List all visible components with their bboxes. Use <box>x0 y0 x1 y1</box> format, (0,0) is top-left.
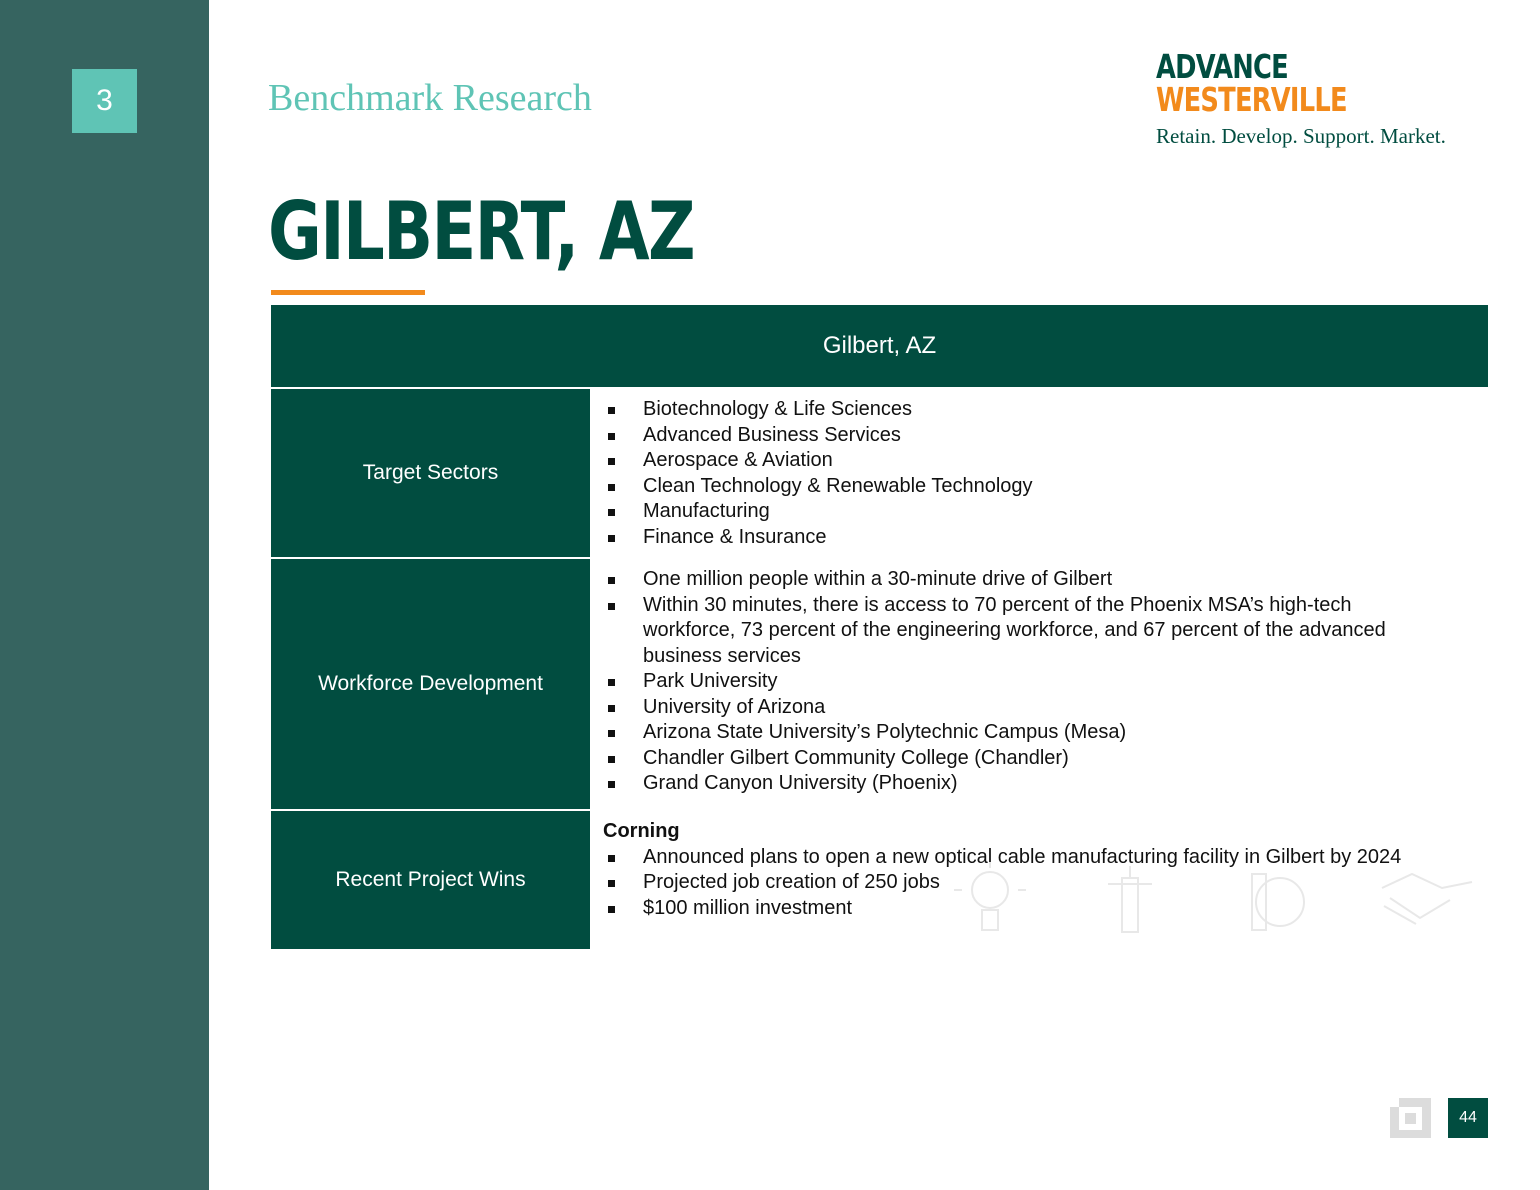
row-content <box>590 811 1488 949</box>
logo-tagline: Retain. Develop. Support. Market. <box>1156 124 1446 148</box>
list-item: Arizona State University’s Polytechnic Campus (Mesa) <box>598 720 1488 746</box>
sidebar <box>0 0 209 1190</box>
logo-line-1: ADVANCE <box>1156 47 1288 86</box>
list-item: Manufacturing <box>598 499 1488 525</box>
list-item: Clean Technology & Renewable Technology <box>598 474 1488 500</box>
table-row-target-sectors <box>271 387 1488 557</box>
list-item: University of Arizona <box>598 695 1488 721</box>
table-row-recent-project-wins <box>271 809 1488 949</box>
section-title: Benchmark Research <box>268 77 592 119</box>
list-item: $100 million investment <box>598 896 1488 922</box>
list-item: One million people within a 30-minute drive of Gilbert <box>598 567 1488 593</box>
organization-logo <box>1156 47 1401 119</box>
list-item: Advanced Business Services <box>598 423 1488 449</box>
row-content <box>590 389 1488 557</box>
list-item: Finance & Insurance <box>598 525 1488 551</box>
list-item: Aerospace & Aviation <box>598 448 1488 474</box>
bullet-list <box>598 397 1488 550</box>
list-item: Announced plans to open a new optical cable manufacturing facility in Gilbert by 2024 <box>598 845 1488 871</box>
footer-logo-icon <box>1390 1098 1431 1138</box>
row-content <box>590 559 1488 809</box>
bullet-list <box>598 567 1488 797</box>
project-company-name: Corning <box>603 820 680 842</box>
page-number: 44 <box>1448 1098 1488 1138</box>
table-row-workforce-development <box>271 557 1488 809</box>
list-item: Within 30 minutes, there is access to 70 percent of the Phoenix MSA’s high-tech workforce, 73 percent of the engineering workforce, and 67 percent of the advanced business services <box>598 593 1488 670</box>
table-header: Gilbert, AZ <box>271 305 1488 387</box>
list-item: Grand Canyon University (Phoenix) <box>598 771 1488 797</box>
profile-table <box>271 305 1488 949</box>
bullet-list <box>598 845 1488 922</box>
list-item: Park University <box>598 669 1488 695</box>
page-heading: GILBERT, AZ <box>268 185 694 278</box>
row-label: Target Sectors <box>271 389 590 557</box>
list-item: Projected job creation of 250 jobs <box>598 870 1488 896</box>
row-label: Workforce Development <box>271 559 590 809</box>
heading-accent-bar <box>271 290 425 295</box>
logo-line-2: WESTERVILLE <box>1156 80 1347 119</box>
row-label: Recent Project Wins <box>271 811 590 949</box>
list-item: Biotechnology & Life Sciences <box>598 397 1488 423</box>
list-item: Chandler Gilbert Community College (Chandler) <box>598 746 1488 772</box>
section-number-badge: 3 <box>72 69 137 133</box>
